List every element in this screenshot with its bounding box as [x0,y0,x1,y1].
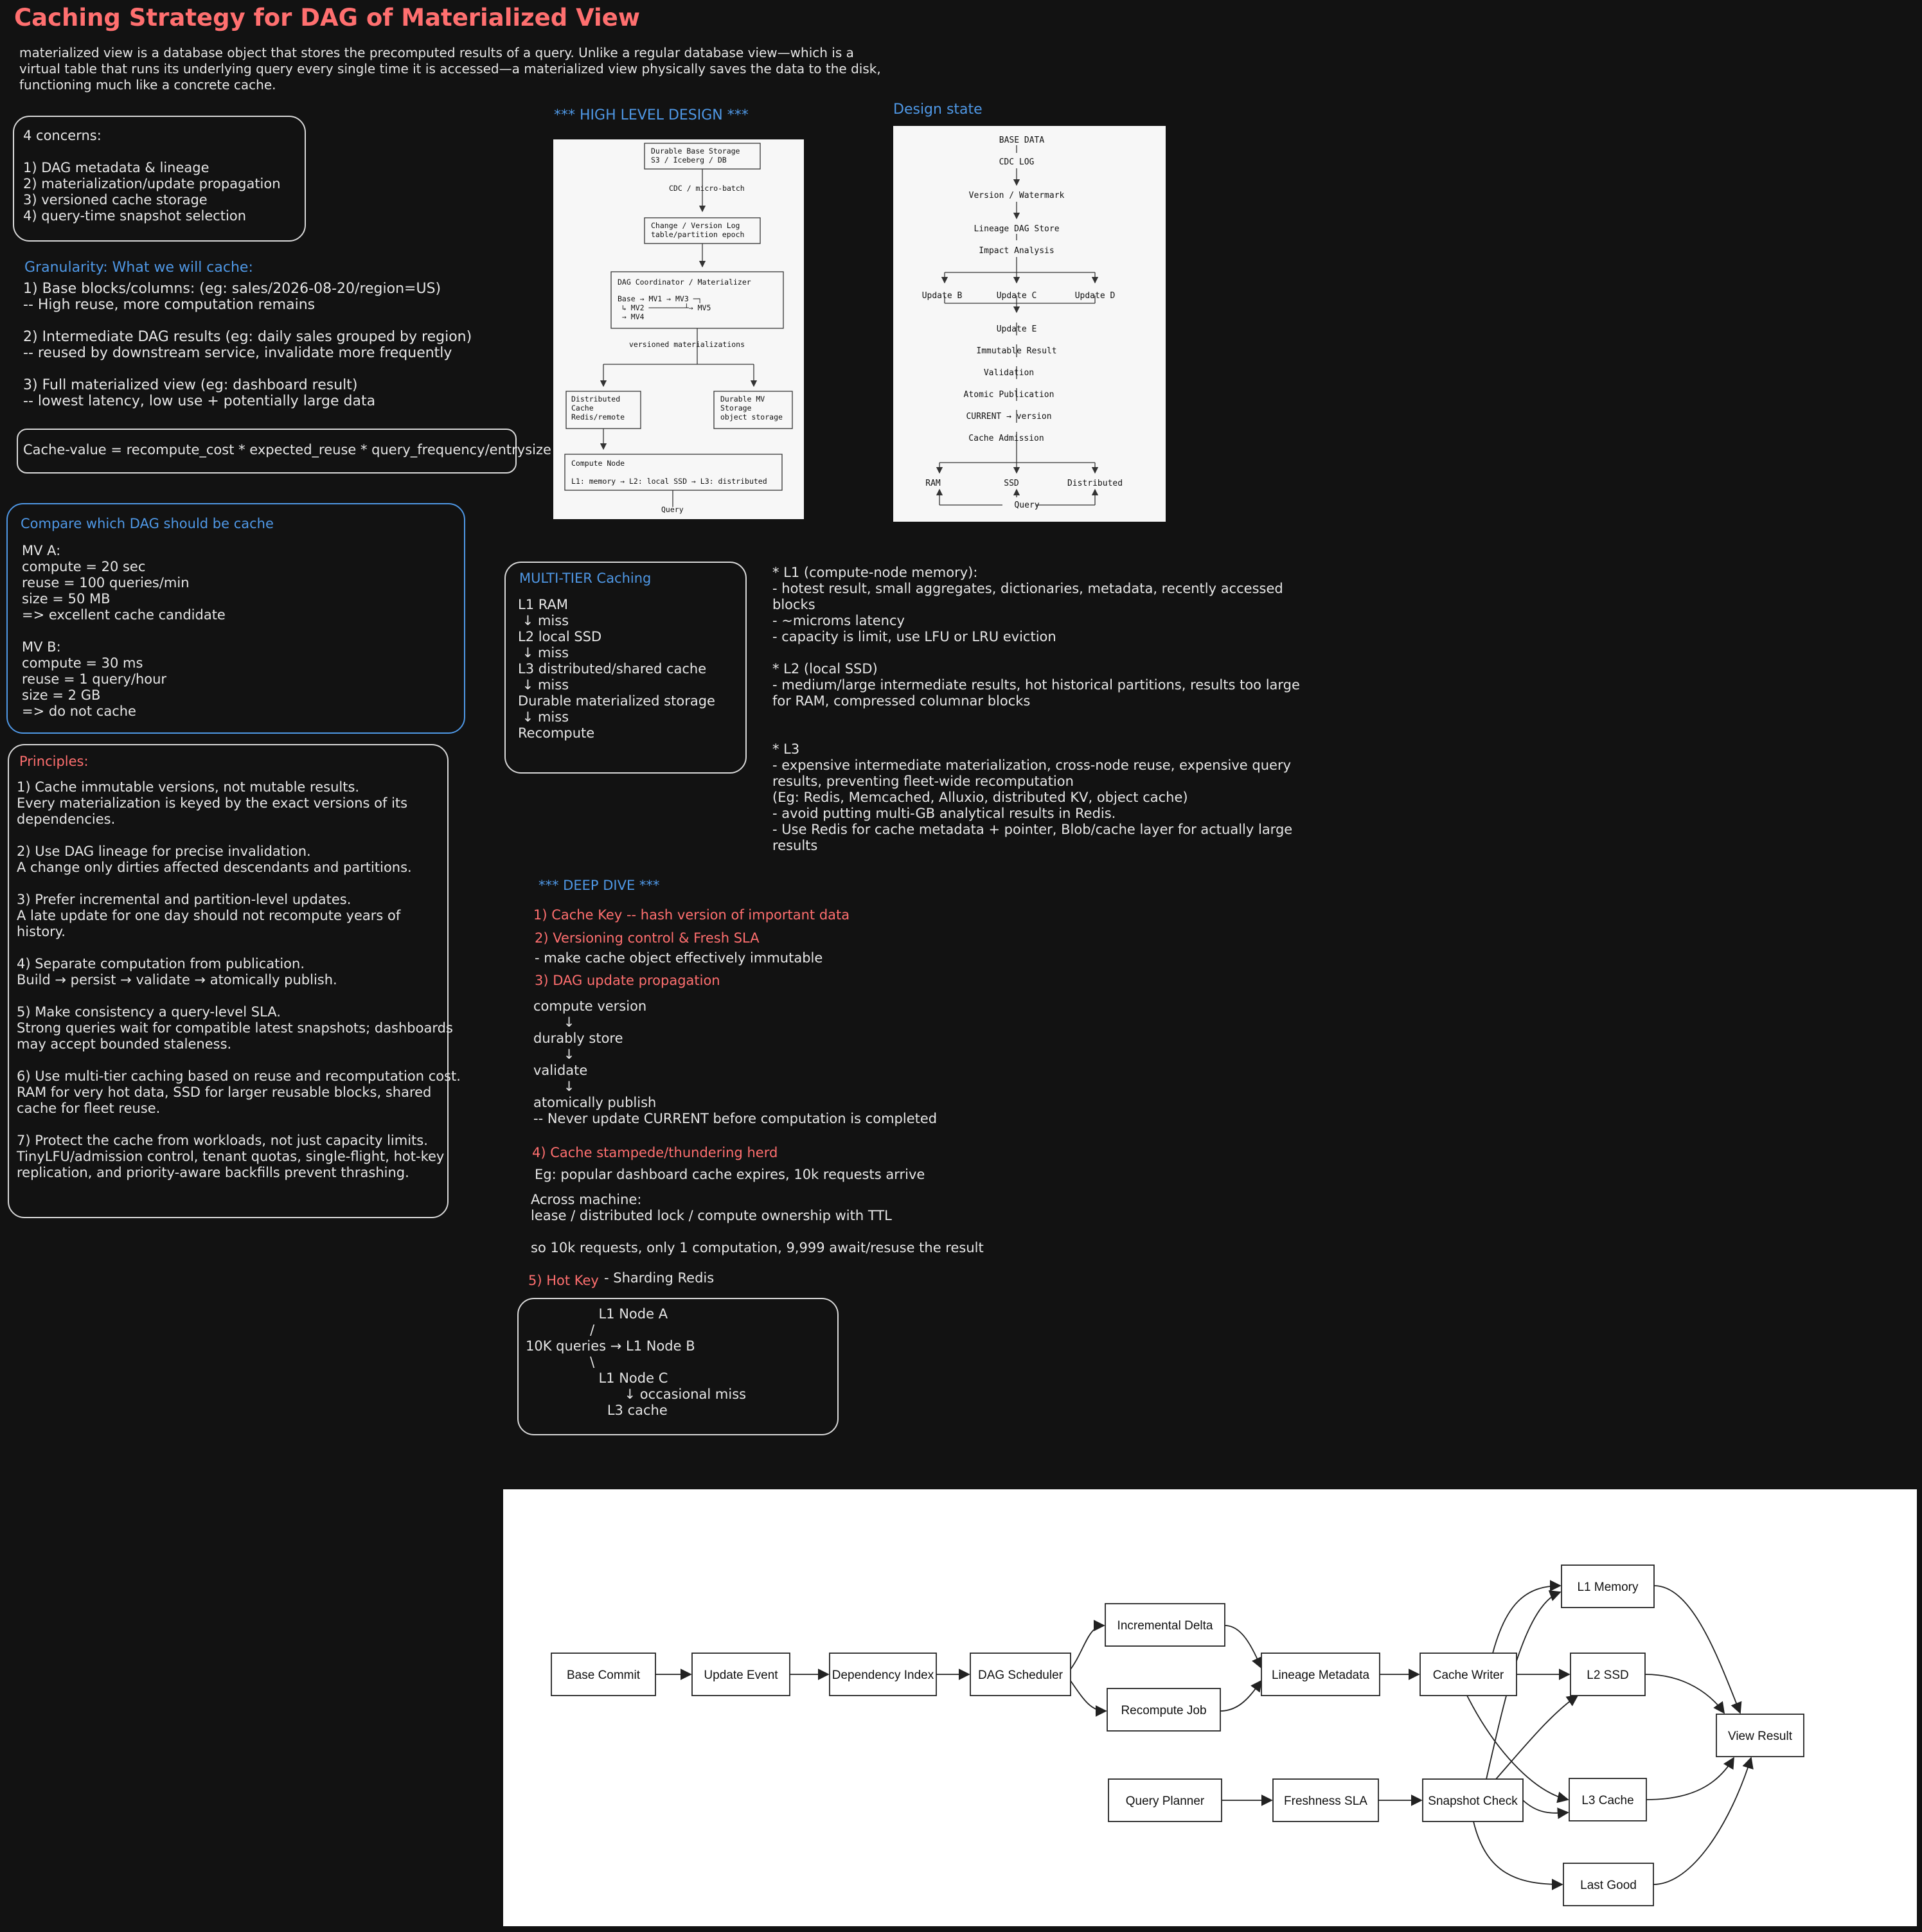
workflow-edge [1496,1696,1578,1779]
concerns-text: 4 concerns: 1) DAG metadata & lineage 2) materialization/update propagation 3) versioned cache storage 4) query-time snapshot selection [23,128,281,224]
hotkey-text: L1 Node A / 10K queries → L1 Node B \ L1 Node C ↓ occasional miss L3 cache [526,1306,747,1418]
workflow-node-label: Query Planner [1125,1795,1205,1808]
workflow-node-label: Base Commit [566,1669,641,1682]
granularity-heading: Granularity: What we will cache: [24,260,253,276]
design-state-label: Validation [983,368,1035,378]
workflow-edge [1071,1626,1104,1669]
principles-heading: Principles: [19,754,89,769]
workflow-node-label: Lineage Metadata [1271,1669,1370,1682]
compare-heading: Compare which DAG should be cache [21,516,274,531]
hl-changelog-1: Change / Version Log [651,221,740,230]
design-state-label: BASE DATA [999,136,1045,145]
hl-durable-1: Durable Base Storage [651,146,740,155]
workflow-edge [1225,1626,1261,1668]
page-title: Caching Strategy for DAG of Materialized View [14,4,641,31]
workflow-edge [1653,1758,1751,1884]
design-state-diagram [893,126,1166,522]
design-state-label: Impact Analysis [979,246,1054,256]
hl-dist-2: Cache [571,403,594,412]
workflow-node-label: DAG Scheduler [977,1669,1063,1682]
hl-compute-body: L1: memory → L2: local SSD → L3: distributed [571,477,767,486]
design-state-label: Immutable Result [976,346,1057,356]
workflow-node-label: Cache Writer [1432,1669,1504,1682]
design-state-label: SSD [1004,479,1019,488]
hl-dist-1: Distributed [571,394,621,403]
high-level-heading: *** HIGH LEVEL DESIGN *** [554,107,749,123]
design-state-label: Query [1014,501,1040,510]
design-state-label: Atomic Publication [963,390,1054,400]
deep-dive-h1: 1) Cache Key -- hash version of important data [533,907,850,923]
hl-query: Query [661,505,684,514]
design-state-label: Distributed [1067,479,1123,488]
workflow-node-label: Dependency Index [832,1669,934,1682]
deep-dive-t5: - Sharding Redis [604,1270,715,1286]
hl-dmv-2: Storage [720,403,752,412]
deep-dive-heading: *** DEEP DIVE *** [538,878,660,893]
tiers-notes: * L1 (compute-node memory): - hotest result, small aggregates, dictionaries, metadata, recently accessed blocks - ~microms latency - capacity is limit, use LFU or LRU eviction * L2 (local SSD) - medium/large intermediate results, hot historical partitions, results too large for RAM, compressed columnar blocks * L3 - expensive intermediate materialization, cross-node reuse, expensive query results, preventing fleet-wide recomputation (Eg: Redis, Memcached, Alluxio, distributed KV, object cache) - avoid putting multi-GB analytical results in Redis. - Use Redis for cache metadata + pointer, Blob/cache layer for actually large results [772,565,1300,853]
hl-changelog-2: table/partition epoch [651,230,745,239]
deep-dive-t4b: Across machine: lease / distributed lock / compute ownership with TTL so 10k requests, only 1 computation, 9,999 await/resuse the result [531,1192,984,1255]
hl-compute-title: Compute Node [571,459,625,468]
design-state-label: RAM [925,479,941,488]
workflow-edge [1493,1586,1560,1653]
workflow-edge [1523,1800,1568,1813]
multi-tier-text: L1 RAM ↓ miss L2 local SSD ↓ miss L3 distributed/shared cache ↓ miss Durable materialized storage ↓ miss Recompute [518,597,715,741]
hl-dag-title: DAG Coordinator / Materializer [618,278,751,287]
hl-changelog [651,221,744,239]
workflow-node-label: Snapshot Check [1428,1795,1518,1808]
intro-text: materialized view is a database object that stores the precomputed results of a query. Unlike a regular database view—which is a virtual table that runs its underlying query every single time it is accessed—a materialized view physically saves the data to the disk, functioning much like a concrete cache. [19,45,881,93]
formula-text: Cache-value = recompute_cost * expected_reuse * query_frequency/entrysize [23,442,551,457]
principles-text: 1) Cache immutable versions, not mutable results. Every materialization is keyed by the exact versions of its dependencies. 2) Use DAG lineage for precise invalidation. A change only dirties affected descendants and partitions. 3) Prefer incremental and partition-level updates. A late update for one day should not recompute years of history. 4) Separate computation from publication. Build → persist → validate → atomically publish. 5) Make consistency a query-level SLA. Strong queries wait for compatible latest snapshots; dashboards may accept bounded staleness. 6) Use multi-tier caching based on reuse and recomputation cost. RAM for very hot data, SSD for larger reusable blocks, shared cache for fleet reuse. 7) Protect the cache from workloads, not just capacity limits. TinyLFU/admission control, tenant quotas, single-flight, hot-key replication, and priority-aware backfills prevent thrashing. [17,779,461,1180]
design-state-label: Update E [996,324,1037,334]
hl-dmv-1: Durable MV [720,394,765,403]
hl-durable-2: S3 / Iceberg / DB [651,155,727,164]
workflow-node-label: L2 SSD [1587,1669,1629,1682]
workflow-edge [1645,1674,1724,1713]
compare-text: MV A: compute = 20 sec reuse = 100 queries/min size = 50 MB => excellent cache candidate MV B: compute = 30 ms reuse = 1 query/hour size = 2 GB => do not cache [22,543,226,719]
design-state-label: Version / Watermark [968,191,1065,200]
workflow-diagram [503,1489,1917,1926]
workflow-node-label: View Result [1728,1730,1792,1743]
workflow-edge [1473,1821,1562,1884]
deep-dive-t3: compute version ↓ durably store ↓ validate ↓ atomically publish -- Never update CURRENT before computation is completed [533,998,938,1126]
deep-dive-t4a: Eg: popular dashboard cache expires, 10k requests arrive [535,1167,925,1182]
deep-dive-h4: 4) Cache stampede/thundering herd [532,1145,778,1160]
hl-durable-mv [720,394,783,421]
hl-dag-2: ↳ MV2 ────────┴→ MV5 [618,303,711,312]
deep-dive-h2: 2) Versioning control & Fresh SLA [535,930,760,946]
hl-dag-3: → MV4 [618,312,645,321]
workflow-edge [1071,1681,1106,1711]
multi-tier-heading: MULTI-TIER Caching [519,571,652,586]
hl-dag-1: Base → MV1 → MV3 ─┐ [618,294,702,303]
design-state-label: Update C [996,291,1037,301]
workflow-node-label: Freshness SLA [1284,1795,1367,1808]
hl-cdc: CDC / micro-batch [669,184,745,193]
deep-dive-h5: 5) Hot Key [528,1273,599,1288]
design-state-label: CDC LOG [999,157,1035,167]
design-state-label: Update B [921,291,963,301]
hl-versioned: versioned materializations [629,340,745,349]
hl-durable [651,146,740,164]
workflow-edge [1646,1758,1734,1800]
deep-dive-t2: - make cache object effectively immutable [535,950,823,966]
workflow-edge [1654,1586,1740,1713]
workflow-edge [1220,1681,1261,1711]
hl-dist-3: Redis/remote [571,412,625,421]
granularity-text: 1) Base blocks/columns: (eg: sales/2026-08-20/region=US) -- High reuse, more computation remains 2) Intermediate DAG results (eg: daily sales grouped by region) -- reused by downstream service, invalidate more frequently 3) Full materialized view (eg: dashboard result) -- lowest latency, low use + potentially large data [23,281,472,409]
hl-dag-body [618,294,711,321]
design-state-label: Lineage DAG Store [974,224,1060,234]
deep-dive-h3: 3) DAG update propagation [535,973,720,988]
workflow-node-label: L3 Cache [1581,1794,1634,1807]
workflow-node-label: Update Event [704,1669,778,1682]
hl-dmv-3: object storage [720,412,783,421]
workflow-node-label: L1 Memory [1577,1581,1639,1594]
design-state-label: CURRENT → version [966,412,1052,421]
workflow-node-label: Incremental Delta [1117,1619,1213,1633]
high-level-diagram [553,139,804,519]
workflow-node-label: Recompute Job [1121,1704,1207,1717]
design-state-label: Cache Admission [968,434,1044,443]
design-state-heading: Design state [893,102,983,118]
hl-dist-cache [571,394,625,421]
design-state-label: Update D [1074,291,1116,301]
workflow-node-label: Last Good [1580,1879,1637,1892]
